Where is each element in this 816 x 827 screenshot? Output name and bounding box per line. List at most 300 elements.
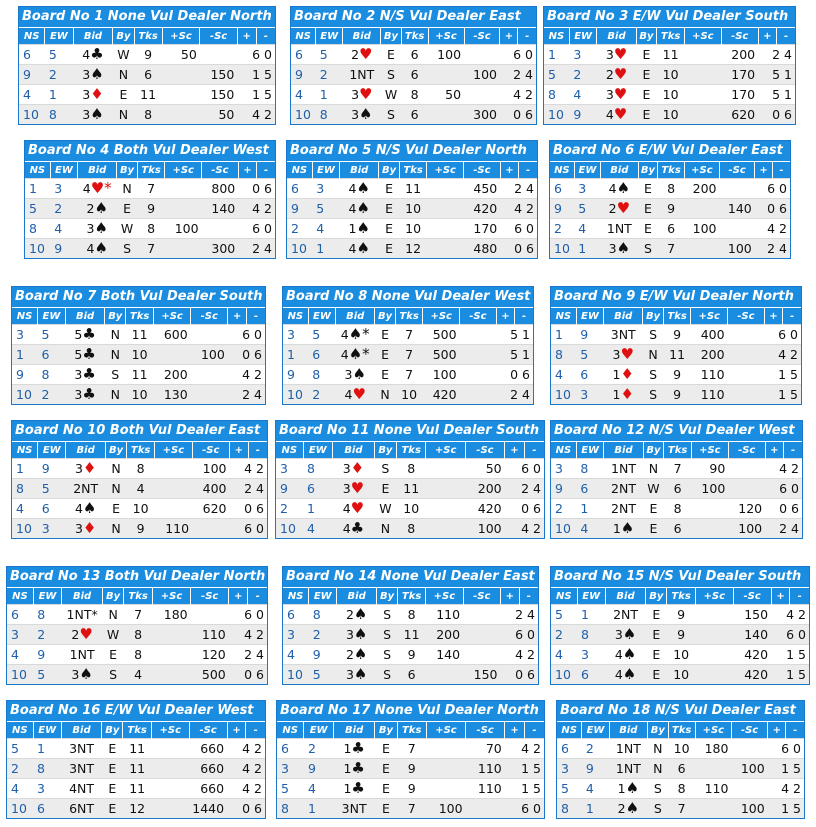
matchpoints-cell: 2 4 — [505, 479, 544, 499]
board-title: Board No 18 N/S Vul Dealer East — [557, 701, 804, 721]
matchpoints-cell: 2 4 — [755, 239, 790, 259]
ns-pair-cell: 5 — [551, 605, 577, 625]
ns-pair-cell: 9 — [283, 365, 308, 385]
column-header-bid: Bid — [333, 722, 375, 739]
table-row — [19, 45, 275, 65]
declarer-cell: W — [643, 479, 664, 499]
column-header-ms: -Sc — [465, 442, 504, 459]
bid-level: 2NT — [611, 501, 636, 516]
column-header-by: By — [102, 722, 123, 739]
ns-pair-cell: 10 — [276, 519, 303, 539]
spade-suit-icon: ♠ — [356, 179, 370, 197]
tricks-cell: 11 — [396, 479, 426, 499]
tricks-cell: 8 — [124, 645, 153, 665]
column-header-ms: -Sc — [733, 588, 771, 605]
bid-cell — [78, 219, 117, 239]
ew-pair-cell: 5 — [38, 325, 66, 345]
bid-cell — [604, 385, 643, 405]
matchpoints-cell: 4 2 — [764, 345, 801, 365]
table-row — [291, 85, 536, 105]
table-header-row — [25, 162, 275, 179]
column-header-minus: - — [518, 28, 536, 45]
column-header-ms: -Sc — [464, 28, 500, 45]
ew-pair-cell: 6 — [38, 499, 66, 519]
ns-pair-cell: 10 — [283, 665, 309, 685]
board-title: Board No 16 E/W Vul Dealer West — [7, 701, 265, 721]
tricks-cell: 8 — [134, 105, 162, 125]
column-header-plus: + — [237, 28, 256, 45]
tricks-cell: 7 — [397, 799, 426, 819]
bid-cell — [605, 665, 645, 685]
bid-cell — [343, 65, 381, 85]
ew-pair-cell: 8 — [577, 625, 605, 645]
column-header-minus: - — [515, 308, 533, 325]
tricks-cell: 9 — [663, 325, 691, 345]
column-header-ms: -Sc — [202, 162, 239, 179]
column-header-ps: +Sc — [428, 28, 464, 45]
minus-score-cell: 420 — [733, 665, 771, 685]
bid-level: 3 — [342, 461, 351, 476]
declarer-cell: S — [643, 325, 664, 345]
minus-score-cell — [463, 605, 500, 625]
ns-pair-cell: 6 — [291, 45, 316, 65]
club-suit-icon: ♣ — [351, 779, 365, 797]
column-header-ns: NS — [551, 588, 577, 605]
table-row — [551, 499, 802, 519]
bid-cell — [61, 759, 101, 779]
column-header-ms: -Sc — [460, 308, 497, 325]
bid-level: 3 — [71, 667, 80, 682]
spade-suit-icon: ♠ — [625, 799, 640, 817]
plus-score-cell — [427, 219, 464, 239]
matchpoints-cell: 2 4 — [500, 179, 537, 199]
declarer-cell: E — [375, 365, 396, 385]
ns-pair-cell: 4 — [7, 779, 33, 799]
ns-pair-cell: 1 — [12, 459, 38, 479]
ew-pair-cell: 3 — [50, 179, 78, 199]
matchpoints-cell: 6 0 — [237, 45, 275, 65]
board-title: Board No 14 None Vul Dealer East — [283, 567, 538, 587]
club-suit-icon: ♣ — [351, 759, 365, 777]
results-table — [7, 721, 265, 818]
column-header-plus: + — [755, 162, 773, 179]
table-header-row — [550, 162, 790, 179]
matchpoints-cell: 6 0 — [229, 605, 267, 625]
column-header-plus: + — [500, 28, 518, 45]
column-header-by: By — [374, 442, 396, 459]
ew-pair-cell: 5 — [312, 199, 340, 219]
bid-cell — [333, 459, 375, 479]
column-header-ns: NS — [19, 28, 45, 45]
bid-cell — [601, 219, 638, 239]
table-row — [544, 65, 795, 85]
column-header-by: By — [379, 162, 400, 179]
minus-score-cell: 660 — [189, 759, 227, 779]
column-header-ps: +Sc — [426, 722, 465, 739]
minus-score-cell: 150 — [463, 665, 500, 685]
plus-score-cell — [151, 779, 189, 799]
tricks-cell: 6 — [401, 65, 428, 85]
column-header-plus: + — [227, 722, 246, 739]
declarer-cell: N — [102, 605, 123, 625]
matchpoints-cell: 1 5 — [505, 779, 544, 799]
column-header-ps: +Sc — [152, 588, 190, 605]
bid-cell — [333, 519, 375, 539]
table-row — [283, 645, 538, 665]
column-header-plus: + — [765, 442, 783, 459]
plus-score-cell — [162, 65, 200, 85]
ew-pair-cell: 1 — [304, 799, 333, 819]
column-header-ew: EW — [576, 308, 604, 325]
ew-pair-cell: 2 — [582, 739, 609, 759]
column-header-ew: EW — [33, 588, 62, 605]
column-header-by: By — [636, 28, 657, 45]
bid-level: 4 — [614, 647, 623, 662]
plus-score-cell: 110 — [695, 779, 731, 799]
plus-score-cell — [155, 459, 192, 479]
ns-pair-cell: 3 — [277, 759, 304, 779]
column-header-bid: Bid — [336, 308, 375, 325]
tricks-cell: 8 — [124, 625, 153, 645]
plus-score-cell — [165, 179, 202, 199]
spade-suit-icon: ♠ — [625, 779, 640, 797]
ns-pair-cell: 9 — [551, 479, 576, 499]
column-header-by: By — [381, 28, 401, 45]
column-header-by: By — [117, 162, 138, 179]
declarer-cell: N — [648, 759, 668, 779]
plus-score-cell — [695, 665, 733, 685]
declarer-cell: S — [117, 239, 138, 259]
ns-pair-cell: 9 — [291, 65, 316, 85]
minus-score-cell: 300 — [202, 239, 239, 259]
ns-pair-cell: 1 — [544, 45, 569, 65]
plus-score-cell: 100 — [428, 45, 464, 65]
column-header-ew: EW — [576, 442, 604, 459]
ns-pair-cell: 6 — [277, 739, 304, 759]
table-row — [19, 85, 275, 105]
declarer-cell: S — [377, 625, 398, 645]
club-suit-icon: ♣ — [82, 325, 96, 343]
board-traveller — [549, 140, 791, 259]
declarer-cell: E — [646, 665, 667, 685]
bid-cell — [336, 385, 375, 405]
ew-pair-cell: 6 — [576, 479, 604, 499]
bid-cell — [337, 625, 377, 645]
ew-pair-cell: 9 — [309, 645, 337, 665]
ew-pair-cell: 3 — [569, 45, 597, 65]
bid-cell — [78, 199, 117, 219]
declarer-cell: E — [375, 345, 396, 365]
declarer-cell: E — [379, 219, 400, 239]
minus-score-cell: 110 — [191, 625, 229, 645]
column-header-minus: - — [248, 588, 267, 605]
column-header-by: By — [375, 722, 397, 739]
table-header-row — [544, 28, 795, 45]
declarer-cell: N — [113, 65, 134, 85]
tricks-cell: 11 — [134, 85, 162, 105]
declarer-cell: E — [646, 605, 667, 625]
ew-pair-cell: 6 — [576, 365, 604, 385]
matchpoints-cell: 0 6 — [505, 499, 544, 519]
column-header-plus: + — [238, 162, 256, 179]
table-row — [551, 519, 802, 539]
minus-score-cell: 120 — [728, 499, 765, 519]
table-row — [557, 779, 804, 799]
table-row — [12, 519, 267, 539]
column-header-plus: + — [496, 308, 514, 325]
bid-cell — [78, 239, 117, 259]
table-row — [25, 219, 275, 239]
tricks-cell: 9 — [397, 759, 426, 779]
ns-pair-cell: 10 — [19, 105, 45, 125]
table-row — [557, 759, 804, 779]
bid-level: 3 — [86, 221, 95, 236]
ns-pair-cell: 1 — [283, 345, 308, 365]
bid-level: 3NT — [69, 741, 95, 756]
column-header-bid: Bid — [61, 722, 101, 739]
spade-suit-icon: ♠ — [82, 499, 97, 517]
minus-score-cell — [192, 519, 229, 539]
tricks-cell: 10 — [667, 665, 695, 685]
bid-level: 4 — [82, 47, 91, 62]
ns-pair-cell: 2 — [551, 499, 576, 519]
declarer-cell: S — [638, 239, 658, 259]
table-row — [287, 219, 537, 239]
spade-suit-icon: ♠ — [353, 605, 368, 623]
declarer-cell: E — [106, 499, 127, 519]
ns-pair-cell: 4 — [283, 645, 309, 665]
declarer-cell: N — [374, 519, 396, 539]
matchpoints-cell: 0 6 — [755, 199, 790, 219]
declarer-cell: S — [377, 665, 398, 685]
column-header-plus: + — [771, 588, 790, 605]
board-traveller — [550, 566, 810, 685]
minus-score-cell — [728, 325, 765, 345]
minus-score-cell — [460, 385, 497, 405]
plus-score-cell — [155, 499, 192, 519]
ns-pair-cell: 5 — [7, 739, 33, 759]
plus-score-cell: 200 — [691, 345, 728, 365]
plus-score-cell — [428, 105, 464, 125]
matchpoints-cell: 6 0 — [505, 459, 544, 479]
plus-score-cell — [151, 759, 189, 779]
diamond-suit-icon: ♦ — [620, 365, 634, 383]
column-header-tks: Tks — [664, 442, 692, 459]
ns-pair-cell: 2 — [7, 759, 33, 779]
minus-score-cell: 800 — [202, 179, 239, 199]
column-header-bid: Bid — [337, 588, 377, 605]
declarer-cell: E — [646, 625, 667, 645]
table-header-row — [276, 442, 544, 459]
column-header-ps: +Sc — [427, 162, 464, 179]
bid-cell — [605, 625, 645, 645]
club-suit-icon: ♣ — [82, 385, 96, 403]
minus-score-cell: 300 — [464, 105, 500, 125]
board-title: Board No 10 Both Vul Dealer East — [12, 421, 267, 441]
table-row — [557, 799, 804, 819]
ns-pair-cell: 5 — [557, 779, 582, 799]
tricks-cell: 8 — [668, 779, 695, 799]
matchpoints-cell: 4 2 — [227, 739, 265, 759]
matchpoints-cell: 0 6 — [758, 105, 795, 125]
tricks-cell: 7 — [124, 605, 153, 625]
plus-score-cell: 50 — [428, 85, 464, 105]
bid-cell — [609, 739, 648, 759]
bid-cell — [73, 45, 113, 65]
ns-pair-cell: 3 — [7, 625, 33, 645]
matchpoints-cell: 4 2 — [505, 739, 544, 759]
bid-level: 2 — [608, 201, 617, 216]
board-title: Board No 11 None Vul Dealer South — [276, 421, 544, 441]
minus-score-cell — [460, 325, 497, 345]
bid-level: 4 — [342, 501, 351, 516]
minus-score-cell: 170 — [721, 85, 758, 105]
matchpoints-cell: 4 2 — [228, 365, 265, 385]
ns-pair-cell: 2 — [550, 219, 574, 239]
bid-level: 4 — [82, 181, 91, 196]
minus-score-cell — [728, 365, 765, 385]
ew-pair-cell: 5 — [45, 45, 73, 65]
minus-score-cell: 170 — [721, 65, 758, 85]
board-traveller — [6, 700, 266, 819]
heart-suit-icon: ♥ — [352, 385, 366, 403]
declarer-cell: E — [638, 179, 658, 199]
ns-pair-cell: 3 — [12, 325, 38, 345]
plus-score-cell — [426, 459, 465, 479]
matchpoints-cell: 0 6 — [765, 499, 802, 519]
bid-level: 4 — [74, 501, 83, 516]
table-row — [283, 625, 538, 645]
ew-pair-cell: 4 — [582, 779, 609, 799]
results-table — [551, 307, 801, 404]
results-table — [291, 27, 536, 124]
declarer-cell: E — [375, 739, 397, 759]
spade-suit-icon: ♠* — [348, 325, 370, 343]
plus-score-cell: 110 — [691, 365, 728, 385]
matchpoints-cell: 6 0 — [228, 325, 265, 345]
tricks-cell: 11 — [398, 625, 426, 645]
column-header-ms: -Sc — [189, 722, 227, 739]
matchpoints-cell: 0 6 — [230, 499, 268, 519]
board-traveller — [543, 6, 796, 125]
ns-pair-cell: 5 — [277, 779, 304, 799]
bid-cell — [609, 779, 648, 799]
plus-score-cell — [684, 85, 721, 105]
spade-suit-icon: ♠ — [94, 219, 108, 237]
matchpoints-cell: 6 0 — [771, 625, 809, 645]
declarer-cell: S — [648, 799, 668, 819]
minus-score-cell: 420 — [464, 199, 501, 219]
declarer-cell: E — [636, 85, 657, 105]
ns-pair-cell: 10 — [551, 385, 576, 405]
declarer-cell: S — [643, 385, 664, 405]
tricks-cell: 7 — [395, 345, 423, 365]
ew-pair-cell: 1 — [45, 85, 73, 105]
column-header-minus: - — [524, 442, 544, 459]
minus-score-cell — [728, 479, 765, 499]
declarer-cell: E — [379, 199, 400, 219]
plus-score-cell: 420 — [423, 385, 460, 405]
plus-score-cell: 110 — [691, 385, 728, 405]
column-header-ps: +Sc — [684, 162, 719, 179]
tricks-cell: 11 — [657, 45, 685, 65]
column-header-minus: - — [257, 162, 275, 179]
column-header-plus: + — [758, 28, 776, 45]
declarer-cell: N — [106, 459, 127, 479]
column-header-ew: EW — [308, 308, 336, 325]
plus-score-cell — [162, 105, 200, 125]
minus-score-cell: 100 — [464, 65, 500, 85]
board-traveller — [290, 6, 537, 125]
tricks-cell: 6 — [134, 65, 162, 85]
bid-level: 3 — [345, 627, 354, 642]
bid-level: 1NT* — [66, 607, 98, 622]
ns-pair-cell: 9 — [550, 199, 574, 219]
plus-score-cell: 100 — [165, 219, 202, 239]
minus-score-cell — [460, 345, 497, 365]
bid-level: 3NT — [610, 327, 636, 342]
minus-score-cell: 170 — [464, 219, 501, 239]
table-row — [550, 179, 790, 199]
board-title: Board No 5 N/S Vul Dealer North — [287, 141, 537, 161]
plus-score-cell — [695, 759, 731, 779]
spade-suit-icon: ♠ — [622, 665, 637, 683]
plus-score-cell — [427, 239, 464, 259]
minus-score-cell: 660 — [189, 739, 227, 759]
bid-level: 1 — [612, 367, 621, 382]
matchpoints-cell: 2 4 — [496, 385, 533, 405]
bid-level: 4 — [348, 201, 357, 216]
ns-pair-cell: 4 — [291, 85, 316, 105]
declarer-cell: E — [646, 645, 667, 665]
matchpoints-cell: 6 0 — [501, 625, 539, 645]
heart-suit-icon: ♥ — [359, 85, 373, 103]
ew-pair-cell: 6 — [303, 479, 333, 499]
results-table — [550, 161, 790, 258]
ew-pair-cell: 8 — [33, 759, 61, 779]
matchpoints-cell: 2 4 — [228, 385, 265, 405]
spade-suit-icon: ♠ — [353, 645, 368, 663]
minus-score-cell — [191, 385, 228, 405]
column-header-minus: - — [519, 588, 538, 605]
bid-level: 1 — [343, 741, 352, 756]
minus-score-cell: 150 — [733, 605, 771, 625]
results-table — [12, 441, 267, 538]
bid-cell — [343, 85, 381, 105]
matchpoints-cell: 1 5 — [768, 799, 804, 819]
table-header-row — [277, 722, 544, 739]
ew-pair-cell: 9 — [33, 645, 62, 665]
minus-score-cell: 660 — [189, 779, 227, 799]
plus-score-cell — [695, 645, 733, 665]
plus-score-cell — [684, 65, 721, 85]
tricks-cell: 9 — [663, 365, 691, 385]
table-row — [12, 459, 267, 479]
table-row — [19, 105, 275, 125]
matchpoints-cell: 0 6 — [496, 365, 533, 385]
bid-level: 2 — [617, 801, 626, 816]
table-row — [7, 625, 267, 645]
ew-pair-cell: 2 — [569, 65, 597, 85]
bid-level: 3 — [605, 87, 614, 102]
ew-pair-cell: 9 — [576, 325, 604, 345]
column-header-ms: -Sc — [466, 722, 505, 739]
column-header-ew: EW — [316, 28, 343, 45]
bid-cell — [340, 179, 379, 199]
plus-score-cell: 110 — [426, 605, 463, 625]
column-header-bid: Bid — [62, 588, 103, 605]
table-row — [277, 799, 544, 819]
